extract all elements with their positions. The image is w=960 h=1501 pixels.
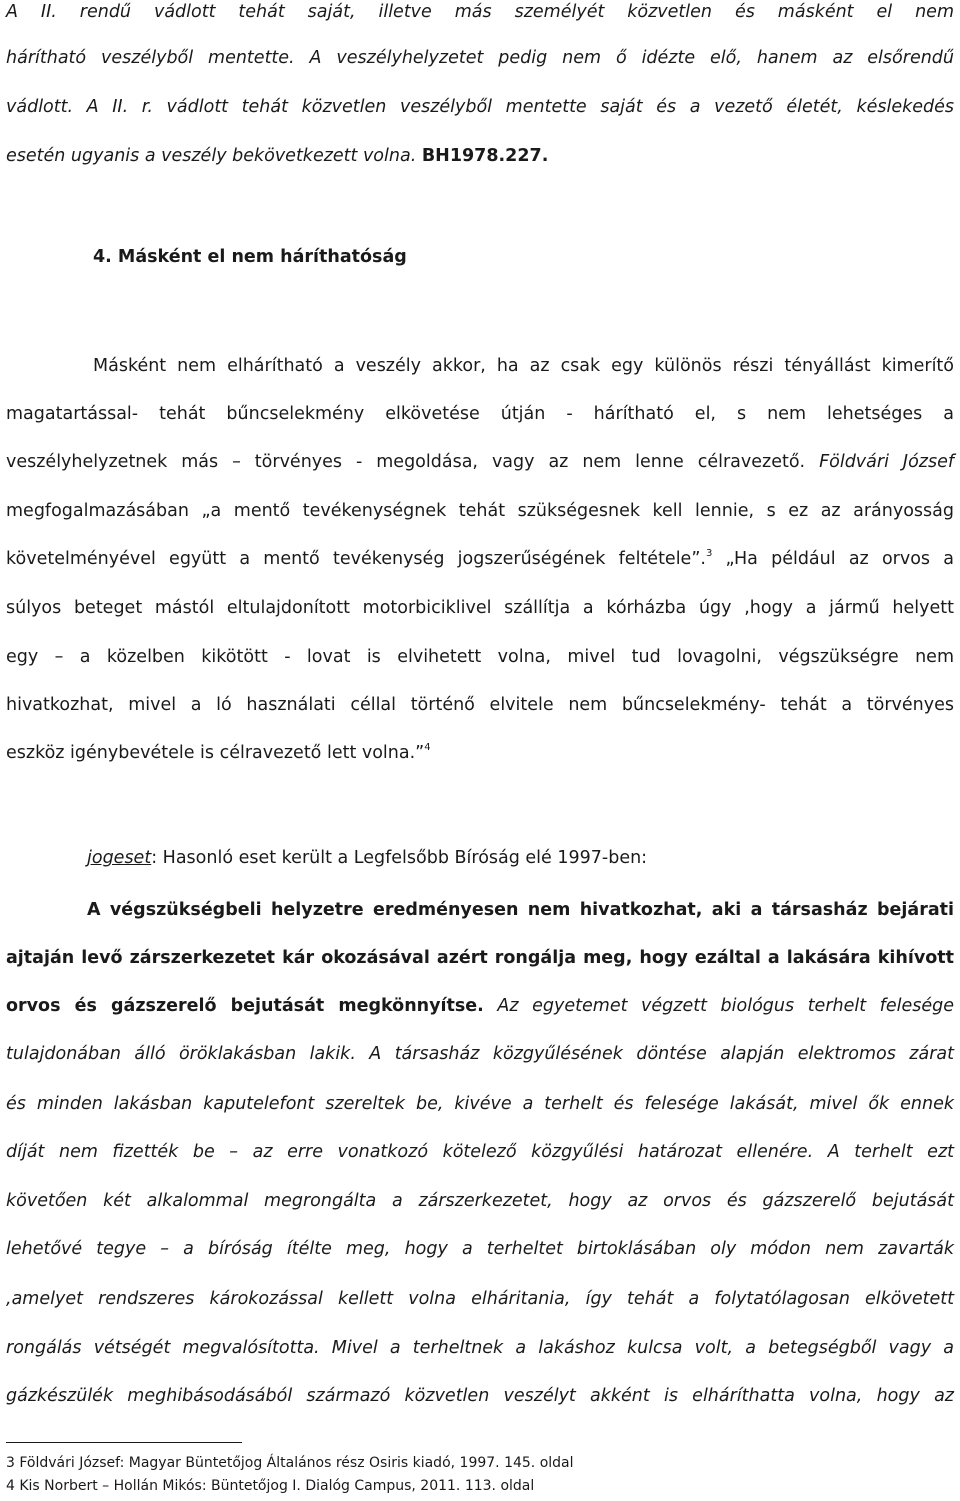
main-paragraph-line-9	[6, 741, 954, 765]
main-paragraph-line-4: megfogalmazásában „a mentő tevékenységnek tehát szükségesnek kell lennie, s ez az arányosság	[6, 501, 954, 521]
case-facts-line-9: ,amelyet rendszeres károkozással kellett volna elháritania, így tehát a folytatólagosan elkövetett	[6, 1289, 954, 1309]
main-paragraph-text: „Ha például az orvos a	[712, 549, 954, 569]
footnote-ref-4: 4	[424, 742, 431, 753]
main-paragraph-text: veszélyhelyzetnek más – törvényes - megoldása, vagy az nem lenne célravezető.	[6, 452, 820, 472]
case-facts-line-11: gázkészülék meghibásodásából származó közvetlen veszélyt akként is elháríthatta volna, hogy az	[6, 1386, 954, 1406]
section-heading: 4. Másként el nem háríthatóság	[93, 247, 407, 267]
case-summary-line-2: ajtaján levő zárszerkezetet kár okozásával azért rongálja meg, hogy ezáltal a lakására kihívott	[6, 948, 954, 968]
main-paragraph-line-5	[6, 547, 954, 571]
main-paragraph-line-2: magatartással- tehát bűncselekmény elkövetése útján - hárítható el, s nem lehetséges a	[6, 404, 954, 424]
case-facts-line-10: rongálás vétségét megvalósította. Mivel a terheltnek a lakáshoz kulcsa volt, a betegségből vagy a	[6, 1338, 954, 1358]
main-paragraph-text: követelményével együtt a mentő tevékenység jogszerűségének feltétele”.	[6, 549, 706, 569]
main-paragraph-line-7: egy – a közelben kikötött - lovat is elvihetett volna, mivel tud lovagolni, végszükségre nem	[6, 647, 954, 667]
case-facts-text: Az egyetemet végzett biológus terhelt felesége	[483, 996, 954, 1016]
case-summary-text: orvos és gázszerelő bejutását megkönnyítse.	[6, 996, 484, 1016]
case-facts-line-6: díját nem fizették be – az erre vonatkozó kötelező közgyűlési határozat ellenére. A terhelt ezt	[6, 1142, 954, 1162]
footnote-ref-3: 3	[705, 548, 713, 559]
main-paragraph-line-8: hivatkozhat, mivel a ló használati céllal történő elvitele nem bűncselekmény- tehát a törvényes	[6, 695, 954, 715]
top-paragraph-line-1: A II. rendű vádlott tehát saját, illetve más személyét közvetlen és másként el nem	[6, 2, 954, 22]
case-label: jogeset	[87, 848, 152, 868]
footnote-3: 3 Földvári József: Magyar Büntetőjog Általános rész Osiris kiadó, 1997. 145. oldal	[6, 1455, 574, 1471]
main-paragraph-line-1: Másként nem elhárítható a veszély akkor, ha az csak egy különös részi tényállást kimerítő	[93, 356, 954, 376]
top-paragraph-line-3: vádlott. A II. r. vádlott tehát közvetlen veszélyből mentette saját és a vezető életét, késlekedés	[6, 97, 954, 117]
main-paragraph-line-6: súlyos beteget mástól eltulajdonított motorbiciklivel szállítja a kórházba úgy ,hogy a jármű helyett	[6, 598, 954, 618]
case-intro	[87, 846, 954, 870]
top-paragraph-line-4	[6, 144, 954, 168]
case-facts-line-5: és minden lakásban kaputelefont szereltek be, kivéve a terhelt és felesége lakását, mivel ők ennek	[6, 1094, 954, 1114]
main-paragraph-text: eszköz igénybevétele is célravezető lett volna.”	[6, 743, 425, 763]
footnote-4: 4 Kis Norbert – Hollán Mikós: Büntetőjog I. Dialóg Campus, 2011. 113. oldal	[6, 1478, 535, 1494]
case-intro-text: : Hasonló eset került a Legfelsőbb Bíróság elé 1997-ben:	[151, 848, 648, 868]
case-reference: BH1978.227.	[421, 146, 549, 166]
case-facts-line-7: követően két alkalommal megrongálta a zárszerkezetet, hogy az orvos és gázszerelő bejutását	[6, 1191, 954, 1211]
case-facts-line-8: lehetővé tegye – a bíróság ítélte meg, hogy a terheltet birtoklásában oly módon nem zavarták	[6, 1239, 954, 1259]
author-name: Földvári József	[819, 452, 955, 472]
main-paragraph-line-3	[6, 450, 954, 474]
case-summary-line-1: A végszükségbeli helyzetre eredményesen nem hivatkozhat, aki a társasház bejárati	[87, 900, 954, 920]
case-summary-line-3	[6, 994, 954, 1018]
case-facts-line-4: tulajdonában álló öröklakásban lakik. A társasház közgyűlésének döntése alapján elektromos zárat	[6, 1044, 954, 1064]
footnote-divider	[6, 1442, 242, 1443]
top-paragraph-line-2: hárítható veszélyből mentette. A veszélyhelyzetet pedig nem ő idézte elő, hanem az elsőrendű	[6, 48, 954, 68]
top-paragraph-text: esetén ugyanis a veszély bekövetkezett volna.	[6, 146, 422, 166]
